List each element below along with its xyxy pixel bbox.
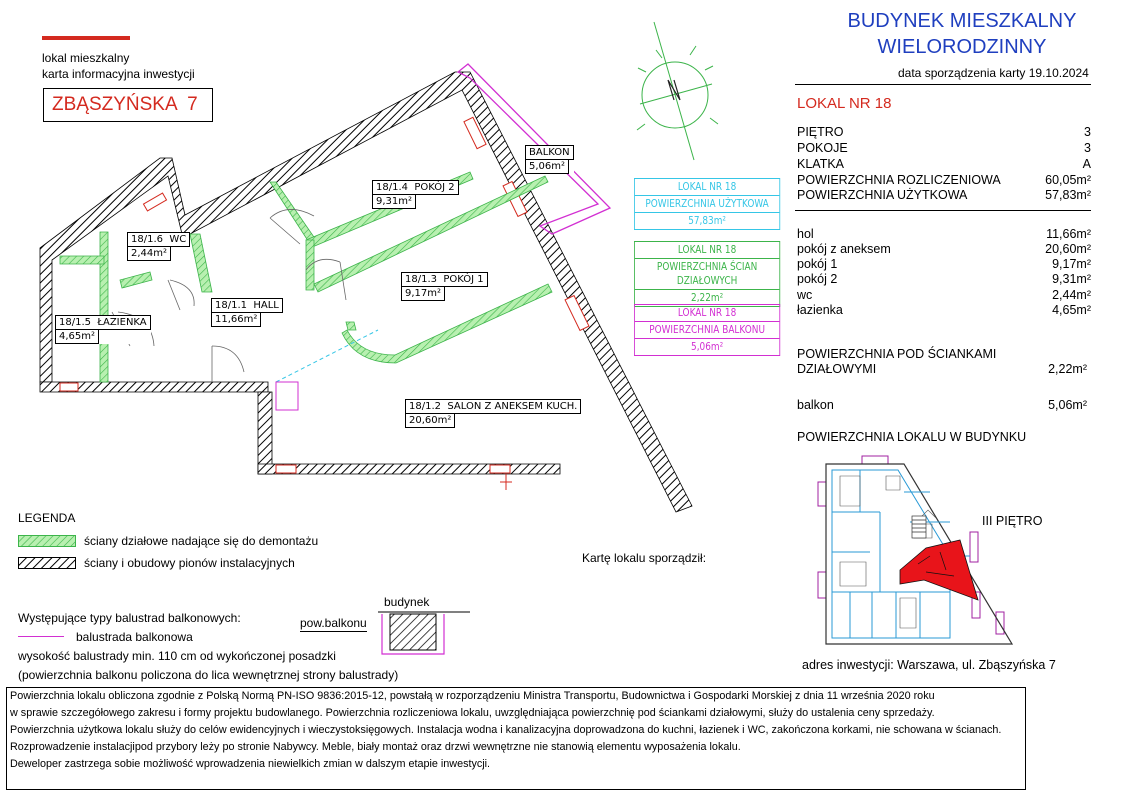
room-label: łazienka [797, 303, 843, 317]
partition-label-1: POWIERZCHNIA POD ŚCIANKAMI [797, 347, 997, 361]
building-title-1: BUDYNEK MIESZKALNY [847, 10, 1077, 32]
diagram-balcony-label: pow.balkonu [300, 616, 367, 630]
prepared-by: Kartę lokalu sporządził: [582, 551, 707, 565]
note-line: w sprawie szczegółowego zakresu i formy projektu budowlanego. Powierzchnia rozliczeniowa lokalu, uwzględniająca powierzchnię pod ściankami działowymi, służy do ustalenia ceny sprzedaży. [10, 707, 935, 719]
legend-title: LEGENDA [18, 511, 76, 525]
badge-balcony-area: LOKAL NR 18 POWIERZCHNIA BALKONU 5,06m² [634, 304, 780, 356]
summary-label: POKOJE [797, 141, 848, 155]
summary-label: PIĘTRO [797, 125, 844, 139]
header-subtitle-2: karta informacyjna inwestycji [42, 67, 195, 81]
balcony-label: balkon [797, 398, 834, 412]
legend-swatch-hatch [18, 557, 76, 569]
room-value: 9,31m² [1052, 272, 1091, 286]
room-label-pokoj-1: 18/1.3 POKÓJ 1 9,17m² [401, 272, 488, 301]
divider [795, 84, 1091, 85]
summary-row [797, 157, 1091, 172]
summary-row [797, 141, 1091, 156]
balcony-row [797, 398, 1087, 413]
room-value: 2,44m² [1052, 288, 1091, 302]
note-line: Deweloper zastrzega sobie możliwość wprowadzenia niewielkich zmian w dalszym etapie inwestycji. [10, 758, 491, 770]
room-label: wc [797, 288, 813, 302]
floor-label: III PIĘTRO [982, 514, 1043, 528]
summary-row [797, 173, 1091, 188]
partition-value: 2,22m² [1048, 362, 1087, 376]
summary-value: 57,83m² [1045, 188, 1091, 202]
room-label-balkon: BALKON 5,06m² [525, 145, 574, 174]
legend-item: ściany działowe nadające się do demontażu [84, 534, 319, 548]
partition-row [797, 362, 1087, 377]
note-line: Powierzchnia lokalu obliczona zgodnie z Polską Normą PN-ISO 9836:2015-12, powstałą w rozporządzeniu Ministra Transportu, Budownictwa i Gospodarki Morskiej z dnia 11 września 2020 roku [10, 690, 935, 702]
balustrade-height: wysokość balustrady min. 110 cm od wykończonej posadzki [18, 649, 336, 663]
room-label-wc: 18/1.6 WC 2,44m² [127, 232, 190, 261]
summary-label: POWIERZCHNIA UŻYTKOWA [797, 188, 968, 202]
summary-label: POWIERZCHNIA ROZLICZENIOWA [797, 173, 1001, 187]
legend-swatch-green [18, 535, 76, 547]
room-row [797, 272, 1091, 287]
notes-box [6, 687, 1026, 790]
summary-row [797, 188, 1091, 203]
room-row [797, 242, 1091, 257]
summary-value: 3 [1084, 141, 1091, 155]
divider [795, 210, 1091, 211]
room-label-lazienka: 18/1.5 ŁAZIENKA 4,65m² [55, 315, 151, 344]
room-row [797, 288, 1091, 303]
room-value: 20,60m² [1045, 242, 1091, 256]
room-value: 11,66m² [1046, 227, 1091, 241]
room-row [797, 303, 1091, 318]
address: adres inwestycji: Warszawa, ul. Zbąszyńska 7 [802, 658, 1056, 672]
key-plan [800, 452, 1020, 658]
note-line: Rozprowadzenie instalacjipod przybory leży po stronie Nabywcy. Meble, biały montaż oraz drzwi wewnętrzne nie stanowią elementu wyposażenia lokalu. [10, 741, 741, 753]
summary-value: 3 [1084, 125, 1091, 139]
summary-value: 60,05m² [1045, 173, 1091, 187]
header-subtitle-1: lokal mieszkalny [42, 51, 130, 65]
street-name: ZBĄSZYŃSKA 7 [52, 94, 198, 115]
room-value: 4,65m² [1052, 303, 1091, 317]
date-label: data sporządzenia karty 19.10.2024 [898, 66, 1089, 80]
badge-usable-area: LOKAL NR 18 POWIERZCHNIA UŻYTKOWA 57,83m² [634, 178, 780, 230]
unit-title: LOKAL NR 18 [797, 95, 892, 112]
partition-row [797, 347, 1091, 362]
balustrade-item: balustrada balkonowa [76, 630, 193, 644]
room-row [797, 257, 1091, 272]
room-row [797, 227, 1091, 242]
diagram-building-label: budynek [384, 595, 430, 609]
room-label-salon: 18/1.2 SALON Z ANEKSEM KUCH. 20,60m² [405, 399, 581, 428]
room-label: hol [797, 227, 814, 241]
room-label-hall: 18/1.1 HALL 11,66m² [211, 298, 283, 327]
balustrade-diagram [370, 604, 480, 656]
balustrade-area-note: (powierzchnia balkonu policzona do lica wewnętrznej strony balustrady) [18, 668, 399, 682]
summary-value: A [1082, 157, 1091, 171]
note-line: Powierzchnia użytkowa lokalu służy do celów ewidencyjnych i wieczystoksięgowych. Instalacja wodna i kanalizacyjna doprowadzona do kuchni, łazienek i WC, zakończona korkami, nie schowana w ścianach. [10, 724, 1002, 736]
summary-row [797, 125, 1091, 140]
room-value: 9,17m² [1052, 257, 1091, 271]
room-label: pokój z aneksem [797, 242, 891, 256]
balcony-value: 5,06m² [1048, 398, 1087, 412]
balustrade-title: Występujące typy balustrad balkonowych: [18, 611, 241, 625]
legend-item: ściany i obudowy pionów instalacyjnych [84, 556, 295, 570]
room-label: pokój 1 [797, 257, 838, 271]
partition-label-2: DZIAŁOWYMI [797, 362, 877, 376]
room-label: pokój 2 [797, 272, 838, 286]
balustrade-line [18, 636, 64, 637]
summary-label: KLATKA [797, 157, 845, 171]
badge-partition-area: LOKAL NR 18 POWIERZCHNIA ŚCIAN DZIAŁOWYCH 2,22m² [634, 241, 780, 307]
building-title-2: WIELORODZINNY [877, 36, 1047, 58]
in-building-title: POWIERZCHNIA LOKALU W BUDYNKU [797, 430, 1027, 444]
room-label-pokoj-2: 18/1.4 POKÓJ 2 9,31m² [372, 180, 459, 209]
